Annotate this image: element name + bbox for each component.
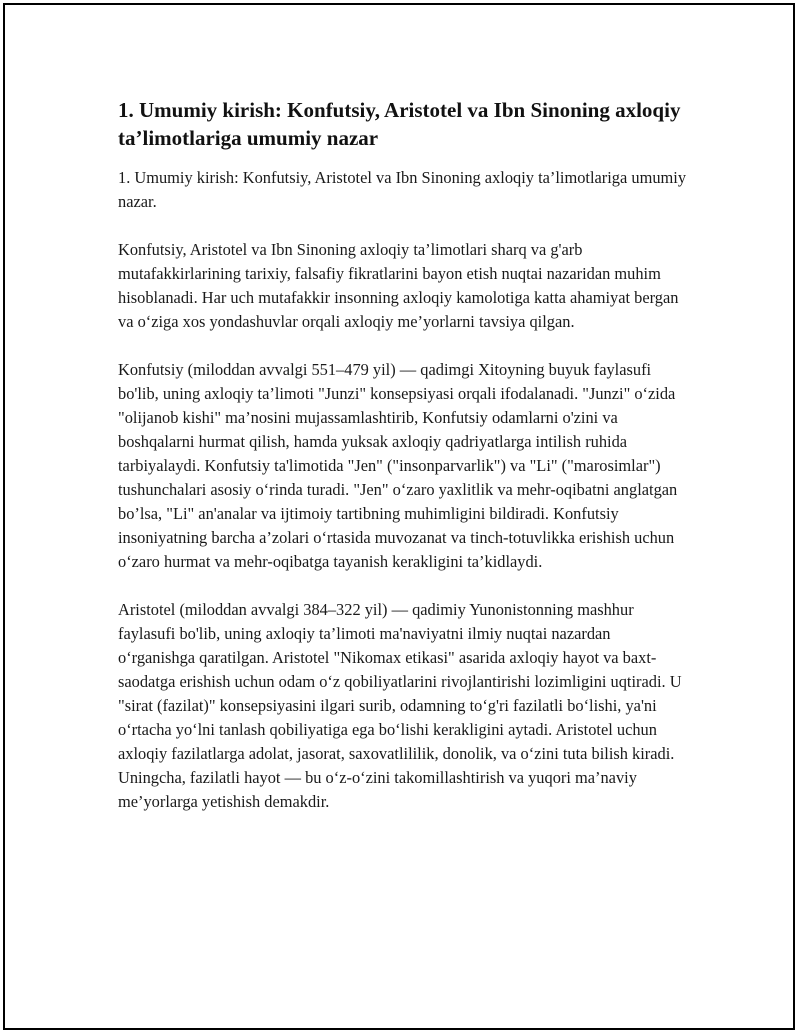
paragraph-aristotle: Aristotel (miloddan avvalgi 384–322 yil) — qadimiy Yunonistonning mashhur faylasufi bo'lib, uning axloqiy ta’limoti ma'naviyatni ilmiy nuqtai nazardan o‘rganishga qaratilgan. Aristotel "Nikomax etikasi" asarida axloqiy hayot va baxt-saodatga erishish uchun odam o‘z qobiliyatlarini rivojlantirishi lozimligini uqtiradi. U "sirat (fazilat)" konsepsiyasini ilgari surib, odamning to‘g'ri fazilatli bo‘lishi, ya'ni o‘rtacha yo‘lni tanlash qobiliyatiga ega bo‘lishi kerakligini aytadi. Aristotel uchun axloqiy fazilatlarga adolat, jasorat, saxovatlililik, donolik, va o‘zini tuta bilish kiradi. Uningcha, fazilatli hayot — bu o‘z-o‘zini takomillashtirish va yuqori ma’naviy me’yorlarga yetishish demakdir.: [118, 600, 682, 811]
paragraph-confucius: Konfutsiy (miloddan avvalgi 551–479 yil) — qadimgi Xitoyning buyuk faylasufi bo'lib, uning axloqiy ta’limoti "Junzi" konsepsiyasi orqali ifodalanadi. "Junzi" o‘zida "olijanob kishi" ma’nosini mujassamlashtirib, Konfutsiy odamlarni o'zini va boshqalarni hurmat qilish, hamda yuksak axloqiy qadriyatlarga intilish ruhida tarbiyalaydi. Konfutsiy ta'limotida "Jen" ("insonparvarlik") va "Li" ("marosimlar") tushunchalari asosiy o‘rinda turadi. "Jen" o‘zaro yaxlitlik va mehr-oqibatni anglatgan bo’lsa, "Li" an'analar va ijtimoiy tartibning muhimligini bildiradi. Konfutsiy insoniyatning barcha a’zolari o‘rtasida muvozanat va tinch-totuvlikka erishish uchun o‘zaro hurmat va mehr-oqibatga tayanish kerakligini ta’kidlaydi.: [118, 360, 678, 571]
paragraph-intro: 1. Umumiy kirish: Konfutsiy, Aristotel va Ibn Sinoning axloqiy ta’limotlariga umumiy nazar.: [118, 168, 687, 211]
document-title: 1. Umumiy kirish: Konfutsiy, Aristotel va Ibn Sinoning axloqiy ta’limotlariga umumiy nazar: [118, 98, 681, 150]
document-body: [118, 96, 688, 838]
paragraph-overview: Konfutsiy, Aristotel va Ibn Sinoning axloqiy ta’limotlari sharq va g'arb mutafakkirlarining tarixiy, falsafiy fikratlarini bayon etish nuqtai nazaridan muhim hisoblanadi. Har uch mutafakkir insonning axloqiy kamolotiga katta ahamiyat bergan va o‘ziga xos yondashuvlar orqali axloqiy me’yorlarni tavsiya qilgan.: [118, 240, 679, 331]
